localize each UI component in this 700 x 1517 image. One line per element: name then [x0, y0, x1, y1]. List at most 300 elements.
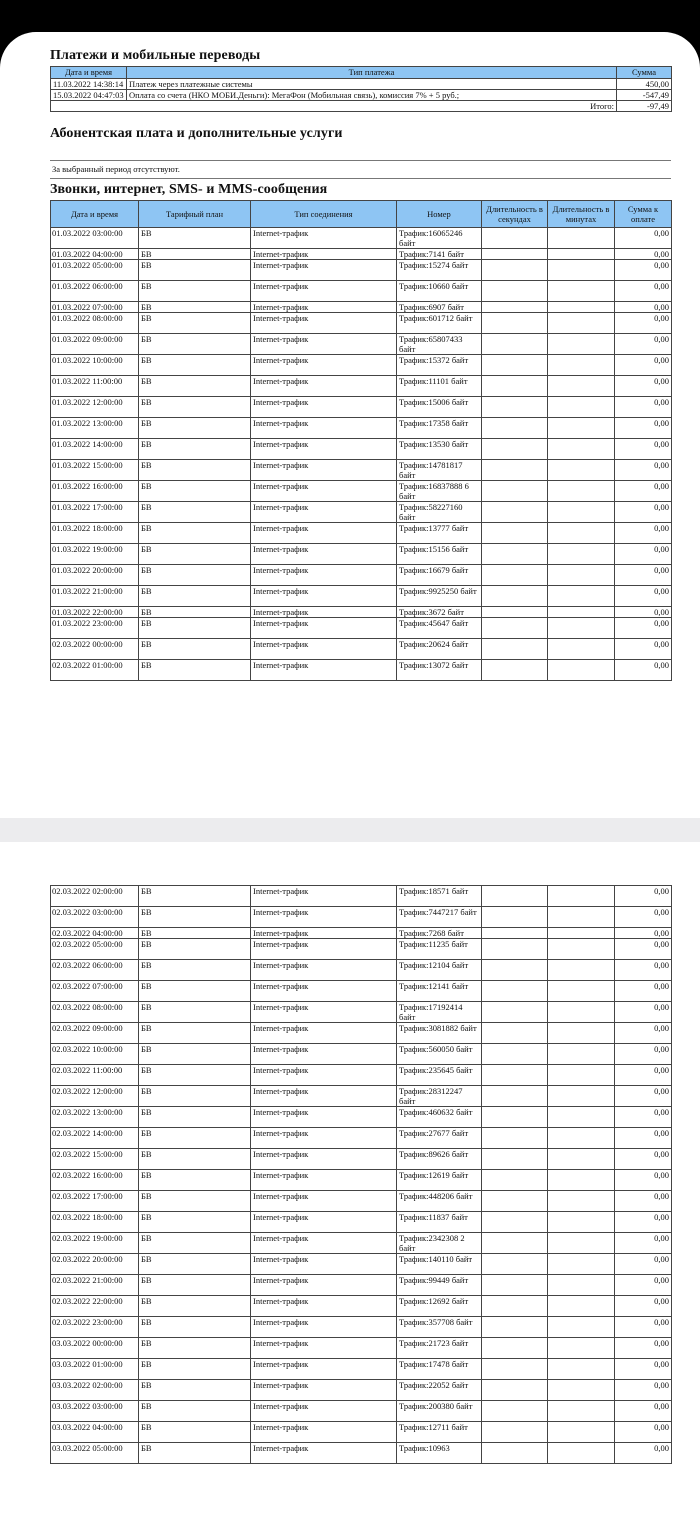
call-amount: 0,00	[615, 523, 672, 544]
call-number: Трафик:16065246 байт	[397, 228, 482, 249]
call-duration-seconds	[482, 376, 548, 397]
call-duration-seconds	[482, 1254, 548, 1275]
call-connection-type: Internet-трафик	[251, 618, 397, 639]
call-number: Трафик:12141 байт	[397, 981, 482, 1002]
payments-total-label: Итого:	[51, 101, 617, 112]
call-duration-seconds	[482, 1044, 548, 1065]
call-datetime: 01.03.2022 09:00:00	[51, 334, 139, 355]
call-amount: 0,00	[615, 334, 672, 355]
call-number: Трафик:16837888 6 байт	[397, 481, 482, 502]
call-row	[51, 334, 672, 355]
call-row	[51, 1296, 672, 1317]
call-connection-type: Internet-трафик	[251, 1086, 397, 1107]
call-duration-seconds	[482, 1338, 548, 1359]
call-datetime: 01.03.2022 08:00:00	[51, 313, 139, 334]
call-datetime: 02.03.2022 00:00:00	[51, 639, 139, 660]
call-datetime: 01.03.2022 20:00:00	[51, 565, 139, 586]
call-connection-type: Internet-трафик	[251, 355, 397, 376]
call-tariff: БВ	[139, 660, 251, 681]
call-number: Трафик:15274 байт	[397, 260, 482, 281]
call-tariff: БВ	[139, 1296, 251, 1317]
call-duration-minutes	[548, 439, 615, 460]
call-number: Трафик:10660 байт	[397, 281, 482, 302]
call-row	[51, 1107, 672, 1128]
payments-header-cell: Сумма	[617, 67, 672, 79]
call-connection-type: Internet-трафик	[251, 1254, 397, 1275]
call-row	[51, 618, 672, 639]
subscription-title: Абонентская плата и дополнительные услуги	[50, 126, 343, 141]
call-duration-minutes	[548, 1191, 615, 1212]
call-connection-type: Internet-трафик	[251, 939, 397, 960]
call-datetime: 03.03.2022 03:00:00	[51, 1401, 139, 1422]
call-duration-minutes	[548, 1002, 615, 1023]
call-duration-minutes	[548, 1233, 615, 1254]
call-datetime: 01.03.2022 11:00:00	[51, 376, 139, 397]
call-duration-minutes	[548, 660, 615, 681]
call-connection-type: Internet-трафик	[251, 960, 397, 981]
call-amount: 0,00	[615, 302, 672, 313]
payment-amount: 450,00	[617, 79, 672, 90]
payments-header-cell: Дата и время	[51, 67, 127, 79]
call-duration-seconds	[482, 1128, 548, 1149]
payments-header-row	[51, 67, 672, 79]
call-connection-type: Internet-трафик	[251, 281, 397, 302]
call-connection-type: Internet-трафик	[251, 1401, 397, 1422]
call-tariff: БВ	[139, 1443, 251, 1464]
call-connection-type: Internet-трафик	[251, 1212, 397, 1233]
calls-title: Звонки, интернет, SMS- и MMS-сообщения	[50, 182, 328, 197]
call-amount: 0,00	[615, 260, 672, 281]
call-number: Трафик:28312247 байт	[397, 1086, 482, 1107]
call-datetime: 02.03.2022 10:00:00	[51, 1044, 139, 1065]
call-duration-minutes	[548, 1170, 615, 1191]
call-tariff: БВ	[139, 1233, 251, 1254]
page-gap	[0, 818, 700, 842]
payment-row	[51, 79, 672, 90]
call-datetime: 02.03.2022 19:00:00	[51, 1233, 139, 1254]
call-tariff: БВ	[139, 960, 251, 981]
call-connection-type: Internet-трафик	[251, 1128, 397, 1149]
call-duration-seconds	[482, 960, 548, 981]
call-row	[51, 1044, 672, 1065]
call-row	[51, 1317, 672, 1338]
call-number: Трафик:9925250 байт	[397, 586, 482, 607]
call-connection-type: Internet-трафик	[251, 334, 397, 355]
call-duration-minutes	[548, 939, 615, 960]
call-datetime: 03.03.2022 00:00:00	[51, 1338, 139, 1359]
call-row	[51, 1002, 672, 1023]
call-amount: 0,00	[615, 249, 672, 260]
call-row	[51, 1359, 672, 1380]
call-amount: 0,00	[615, 1044, 672, 1065]
call-row	[51, 981, 672, 1002]
call-row	[51, 544, 672, 565]
call-datetime: 03.03.2022 04:00:00	[51, 1422, 139, 1443]
call-duration-minutes	[548, 1044, 615, 1065]
call-duration-minutes	[548, 281, 615, 302]
call-datetime: 02.03.2022 18:00:00	[51, 1212, 139, 1233]
payment-amount: -547,49	[617, 90, 672, 101]
calls-header-cell: Номер	[397, 201, 482, 228]
subscription-note: За выбранный период отсутствуют.	[52, 164, 180, 174]
call-duration-seconds	[482, 1191, 548, 1212]
call-amount: 0,00	[615, 928, 672, 939]
call-datetime: 01.03.2022 13:00:00	[51, 418, 139, 439]
payments-total-row	[51, 101, 672, 112]
calls-header-cell: Тип соединения	[251, 201, 397, 228]
call-datetime: 02.03.2022 23:00:00	[51, 1317, 139, 1338]
call-datetime: 03.03.2022 05:00:00	[51, 1443, 139, 1464]
call-datetime: 02.03.2022 13:00:00	[51, 1107, 139, 1128]
call-row	[51, 960, 672, 981]
payments-title: Платежи и мобильные переводы	[50, 48, 261, 63]
call-duration-minutes	[548, 886, 615, 907]
call-duration-seconds	[482, 260, 548, 281]
call-amount: 0,00	[615, 439, 672, 460]
call-tariff: БВ	[139, 1170, 251, 1191]
call-amount: 0,00	[615, 1170, 672, 1191]
call-duration-seconds	[482, 1422, 548, 1443]
call-tariff: БВ	[139, 460, 251, 481]
call-amount: 0,00	[615, 1128, 672, 1149]
call-amount: 0,00	[615, 1401, 672, 1422]
call-number: Трафик:11235 байт	[397, 939, 482, 960]
call-amount: 0,00	[615, 1338, 672, 1359]
call-number: Трафик:7141 байт	[397, 249, 482, 260]
call-duration-seconds	[482, 502, 548, 523]
call-duration-minutes	[548, 586, 615, 607]
call-duration-minutes	[548, 460, 615, 481]
call-duration-seconds	[482, 1296, 548, 1317]
call-row	[51, 397, 672, 418]
call-number: Трафик:58227160 байт	[397, 502, 482, 523]
call-row	[51, 607, 672, 618]
call-tariff: БВ	[139, 481, 251, 502]
call-connection-type: Internet-трафик	[251, 313, 397, 334]
call-connection-type: Internet-трафик	[251, 660, 397, 681]
call-tariff: БВ	[139, 639, 251, 660]
call-duration-seconds	[482, 1212, 548, 1233]
call-tariff: БВ	[139, 1191, 251, 1212]
call-datetime: 02.03.2022 05:00:00	[51, 939, 139, 960]
call-datetime: 01.03.2022 14:00:00	[51, 439, 139, 460]
call-datetime: 02.03.2022 16:00:00	[51, 1170, 139, 1191]
call-row	[51, 1128, 672, 1149]
call-number: Трафик:12104 байт	[397, 960, 482, 981]
call-number: Трафик:460632 байт	[397, 1107, 482, 1128]
calls-header-row	[51, 201, 672, 228]
call-duration-seconds	[482, 1275, 548, 1296]
call-number: Трафик:11837 байт	[397, 1212, 482, 1233]
call-row	[51, 460, 672, 481]
call-datetime: 02.03.2022 21:00:00	[51, 1275, 139, 1296]
call-duration-minutes	[548, 1023, 615, 1044]
call-number: Трафик:14781817 байт	[397, 460, 482, 481]
call-amount: 0,00	[615, 1065, 672, 1086]
call-row	[51, 523, 672, 544]
calls-table-continued	[50, 885, 672, 1464]
call-datetime: 01.03.2022 06:00:00	[51, 281, 139, 302]
call-amount: 0,00	[615, 1422, 672, 1443]
call-tariff: БВ	[139, 281, 251, 302]
call-amount: 0,00	[615, 1296, 672, 1317]
call-row	[51, 660, 672, 681]
call-amount: 0,00	[615, 886, 672, 907]
calls-header-cell: Длительность в секундах	[482, 201, 548, 228]
call-connection-type: Internet-трафик	[251, 1317, 397, 1338]
call-number: Трафик:13072 байт	[397, 660, 482, 681]
call-connection-type: Internet-трафик	[251, 1149, 397, 1170]
call-connection-type: Internet-трафик	[251, 418, 397, 439]
call-connection-type: Internet-трафик	[251, 1380, 397, 1401]
call-datetime: 01.03.2022 23:00:00	[51, 618, 139, 639]
call-duration-seconds	[482, 544, 548, 565]
call-number: Трафик:20624 байт	[397, 639, 482, 660]
call-amount: 0,00	[615, 1254, 672, 1275]
call-duration-minutes	[548, 249, 615, 260]
call-row	[51, 302, 672, 313]
call-amount: 0,00	[615, 397, 672, 418]
call-amount: 0,00	[615, 1275, 672, 1296]
call-number: Трафик:11101 байт	[397, 376, 482, 397]
call-connection-type: Internet-трафик	[251, 228, 397, 249]
call-datetime: 02.03.2022 06:00:00	[51, 960, 139, 981]
call-duration-seconds	[482, 249, 548, 260]
call-number: Трафик:357708 байт	[397, 1317, 482, 1338]
call-number: Трафик:21723 байт	[397, 1338, 482, 1359]
call-number: Трафик:17192414 байт	[397, 1002, 482, 1023]
call-tariff: БВ	[139, 981, 251, 1002]
call-amount: 0,00	[615, 1233, 672, 1254]
call-datetime: 02.03.2022 15:00:00	[51, 1149, 139, 1170]
call-connection-type: Internet-трафик	[251, 1275, 397, 1296]
call-duration-minutes	[548, 544, 615, 565]
call-tariff: БВ	[139, 502, 251, 523]
call-row	[51, 260, 672, 281]
call-number: Трафик:6907 байт	[397, 302, 482, 313]
call-duration-minutes	[548, 1065, 615, 1086]
call-duration-seconds	[482, 439, 548, 460]
call-row	[51, 376, 672, 397]
call-duration-minutes	[548, 607, 615, 618]
call-tariff: БВ	[139, 1380, 251, 1401]
call-datetime: 01.03.2022 04:00:00	[51, 249, 139, 260]
call-tariff: БВ	[139, 418, 251, 439]
call-duration-seconds	[482, 228, 548, 249]
call-row	[51, 439, 672, 460]
call-connection-type: Internet-трафик	[251, 1443, 397, 1464]
call-duration-seconds	[482, 397, 548, 418]
payment-type: Платеж через платежные системы	[127, 79, 617, 90]
call-row	[51, 1401, 672, 1422]
call-duration-minutes	[548, 260, 615, 281]
call-datetime: 02.03.2022 22:00:00	[51, 1296, 139, 1317]
call-connection-type: Internet-трафик	[251, 1002, 397, 1023]
call-duration-seconds	[482, 1233, 548, 1254]
call-tariff: БВ	[139, 1359, 251, 1380]
call-duration-minutes	[548, 618, 615, 639]
document-page-1	[0, 32, 700, 818]
call-number: Трафик:13777 байт	[397, 523, 482, 544]
call-datetime: 02.03.2022 12:00:00	[51, 1086, 139, 1107]
call-row	[51, 639, 672, 660]
call-tariff: БВ	[139, 586, 251, 607]
call-datetime: 02.03.2022 03:00:00	[51, 907, 139, 928]
call-amount: 0,00	[615, 1212, 672, 1233]
section-divider	[50, 178, 671, 179]
call-number: Трафик:7447217 байт	[397, 907, 482, 928]
call-tariff: БВ	[139, 249, 251, 260]
call-duration-seconds	[482, 1107, 548, 1128]
call-duration-minutes	[548, 228, 615, 249]
call-tariff: БВ	[139, 313, 251, 334]
call-tariff: БВ	[139, 1338, 251, 1359]
call-tariff: БВ	[139, 1086, 251, 1107]
call-duration-minutes	[548, 481, 615, 502]
call-duration-minutes	[548, 1359, 615, 1380]
call-row	[51, 1212, 672, 1233]
call-duration-minutes	[548, 1443, 615, 1464]
call-duration-minutes	[548, 928, 615, 939]
call-duration-minutes	[548, 1317, 615, 1338]
call-datetime: 01.03.2022 21:00:00	[51, 586, 139, 607]
call-number: Трафик:7268 байт	[397, 928, 482, 939]
call-tariff: БВ	[139, 1212, 251, 1233]
call-datetime: 01.03.2022 18:00:00	[51, 523, 139, 544]
call-duration-minutes	[548, 397, 615, 418]
call-datetime: 02.03.2022 14:00:00	[51, 1128, 139, 1149]
call-connection-type: Internet-трафик	[251, 1044, 397, 1065]
call-duration-minutes	[548, 1254, 615, 1275]
section-divider	[50, 160, 671, 161]
call-duration-seconds	[482, 334, 548, 355]
call-row	[51, 1233, 672, 1254]
call-row	[51, 1422, 672, 1443]
payment-date: 15.03.2022 04:47:03	[51, 90, 127, 101]
call-number: Трафик:560050 байт	[397, 1044, 482, 1065]
call-datetime: 02.03.2022 20:00:00	[51, 1254, 139, 1275]
payments-table	[50, 66, 672, 112]
call-amount: 0,00	[615, 376, 672, 397]
call-amount: 0,00	[615, 281, 672, 302]
call-tariff: БВ	[139, 565, 251, 586]
call-row	[51, 1338, 672, 1359]
payments-header-cell: Тип платежа	[127, 67, 617, 79]
call-duration-seconds	[482, 281, 548, 302]
call-duration-seconds	[482, 418, 548, 439]
call-row	[51, 355, 672, 376]
call-tariff: БВ	[139, 1065, 251, 1086]
call-connection-type: Internet-трафик	[251, 607, 397, 618]
call-tariff: БВ	[139, 376, 251, 397]
call-datetime: 02.03.2022 07:00:00	[51, 981, 139, 1002]
call-amount: 0,00	[615, 544, 672, 565]
call-duration-seconds	[482, 1086, 548, 1107]
call-row	[51, 313, 672, 334]
call-tariff: БВ	[139, 886, 251, 907]
call-tariff: БВ	[139, 397, 251, 418]
call-connection-type: Internet-трафик	[251, 1233, 397, 1254]
call-tariff: БВ	[139, 1023, 251, 1044]
call-row	[51, 1380, 672, 1401]
call-duration-seconds	[482, 460, 548, 481]
call-duration-seconds	[482, 302, 548, 313]
call-datetime: 02.03.2022 17:00:00	[51, 1191, 139, 1212]
call-connection-type: Internet-трафик	[251, 1191, 397, 1212]
call-duration-minutes	[548, 1149, 615, 1170]
call-row	[51, 228, 672, 249]
call-datetime: 02.03.2022 02:00:00	[51, 886, 139, 907]
call-datetime: 01.03.2022 10:00:00	[51, 355, 139, 376]
call-duration-minutes	[548, 376, 615, 397]
call-tariff: БВ	[139, 1401, 251, 1422]
call-row	[51, 928, 672, 939]
call-duration-seconds	[482, 1443, 548, 1464]
call-number: Трафик:235645 байт	[397, 1065, 482, 1086]
call-duration-minutes	[548, 313, 615, 334]
call-duration-seconds	[482, 639, 548, 660]
call-number: Трафик:13530 байт	[397, 439, 482, 460]
call-tariff: БВ	[139, 334, 251, 355]
call-connection-type: Internet-трафик	[251, 1296, 397, 1317]
call-tariff: БВ	[139, 1317, 251, 1338]
call-datetime: 02.03.2022 11:00:00	[51, 1065, 139, 1086]
call-amount: 0,00	[615, 228, 672, 249]
call-connection-type: Internet-трафик	[251, 523, 397, 544]
call-connection-type: Internet-трафик	[251, 1065, 397, 1086]
call-duration-minutes	[548, 1212, 615, 1233]
call-number: Трафик:15006 байт	[397, 397, 482, 418]
call-duration-seconds	[482, 1149, 548, 1170]
call-row	[51, 1023, 672, 1044]
call-connection-type: Internet-трафик	[251, 460, 397, 481]
call-duration-seconds	[482, 660, 548, 681]
call-duration-minutes	[548, 1128, 615, 1149]
call-duration-seconds	[482, 355, 548, 376]
call-amount: 0,00	[615, 565, 672, 586]
call-tariff: БВ	[139, 1254, 251, 1275]
call-tariff: БВ	[139, 1044, 251, 1065]
call-duration-seconds	[482, 886, 548, 907]
call-datetime: 02.03.2022 09:00:00	[51, 1023, 139, 1044]
call-number: Трафик:15156 байт	[397, 544, 482, 565]
call-duration-minutes	[548, 1086, 615, 1107]
call-duration-minutes	[548, 639, 615, 660]
call-duration-minutes	[548, 907, 615, 928]
calls-header-cell: Тарифный план	[139, 201, 251, 228]
call-connection-type: Internet-трафик	[251, 1359, 397, 1380]
call-tariff: БВ	[139, 439, 251, 460]
call-datetime: 01.03.2022 03:00:00	[51, 228, 139, 249]
call-connection-type: Internet-трафик	[251, 481, 397, 502]
call-row	[51, 249, 672, 260]
call-amount: 0,00	[615, 1002, 672, 1023]
call-connection-type: Internet-трафик	[251, 1107, 397, 1128]
call-amount: 0,00	[615, 355, 672, 376]
call-tariff: БВ	[139, 1149, 251, 1170]
call-duration-minutes	[548, 355, 615, 376]
call-connection-type: Internet-трафик	[251, 1338, 397, 1359]
payment-row	[51, 90, 672, 101]
call-number: Трафик:200380 байт	[397, 1401, 482, 1422]
call-number: Трафик:16679 байт	[397, 565, 482, 586]
call-duration-seconds	[482, 565, 548, 586]
call-amount: 0,00	[615, 939, 672, 960]
call-number: Трафик:12619 байт	[397, 1170, 482, 1191]
call-duration-seconds	[482, 1359, 548, 1380]
call-duration-seconds	[482, 981, 548, 1002]
call-duration-minutes	[548, 1107, 615, 1128]
